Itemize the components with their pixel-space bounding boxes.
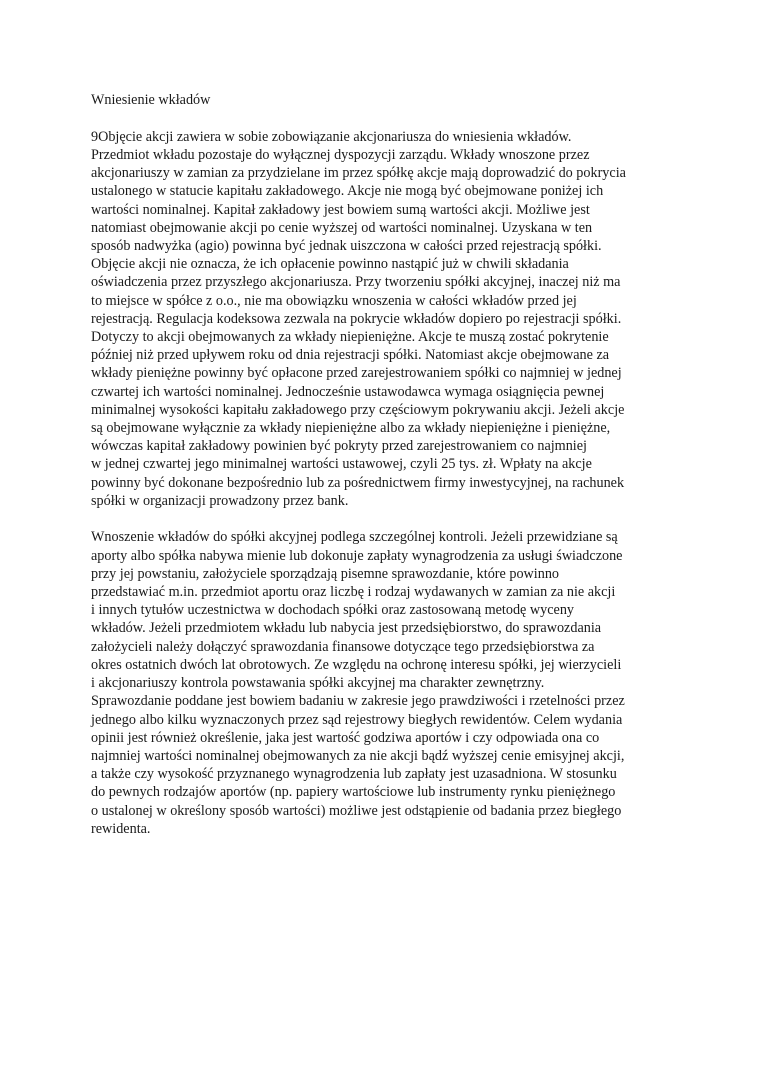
text-line: Wnoszenie wkładów do spółki akcyjnej podlega szczególnej kontroli. Jeżeli przewidziane są <box>91 529 618 546</box>
text-line: później niż przed upływem roku od dnia rejestracji spółki. Natomiast akcje obejmowane za <box>91 347 610 364</box>
text-line: w jednej czwartej jego minimalnej wartości ustawowej, czyli 25 tys. zł. Wpłaty na akcje <box>91 456 592 473</box>
text-line: czwartej ich wartości nominalnej. Jednocześnie ustawodawca wymaga osiągnięcia pewnej <box>91 383 605 400</box>
text-line: są obejmowane wyłącznie za wkłady niepieniężne albo za wkłady niepieniężne i pieniężne, <box>91 419 611 436</box>
text-line: ustalonego w statucie kapitału zakładowego. Akcje nie mogą być obejmowane poniżej ich <box>91 183 604 200</box>
text-line: aporty albo spółka nabywa mienie lub dokonuje zapłaty wynagrodzenia za usługi świadczone <box>91 547 623 564</box>
text-line: do pewnych rodzajów aportów (np. papiery wartościowe lub instrumenty rynku pieniężnego <box>91 784 616 801</box>
text-line: opinii jest również określenie, jaka jest wartość godziwa aportów i czy odpowiada ona co <box>91 729 600 746</box>
text-line: powinny być dokonane bezpośrednio lub za pośrednictwem firmy inwestycyjnej, na rachunek <box>91 474 625 491</box>
document-body <box>91 91 673 838</box>
text-line: a także czy wysokość przyznanego wynagrodzenia lub zapłaty jest uzasadniona. W stosunku <box>91 766 617 783</box>
text-line: 9Objęcie akcji zawiera w sobie zobowiązanie akcjonariusza do wniesienia wkładów. <box>91 128 572 145</box>
document-title: Wniesienie wkładów <box>91 92 211 108</box>
text-line: akcjonariuszy w zamian za przydzielane im przez spółkę akcje mają doprowadzić do pokrycia <box>91 165 626 182</box>
text-line: Przedmiot wkładu pozostaje do wyłącznej dyspozycji zarządu. Wkłady wnoszone przez <box>91 146 590 163</box>
text-line: wkładów. Jeżeli przedmiotem wkładu lub nabycia jest przedsiębiorstwo, do sprawozdania <box>91 620 602 637</box>
text-line: Objęcie akcji nie oznacza, że ich opłacenie powinno nastąpić już w chwili składania <box>91 256 569 273</box>
text-line: założycieli należy dołączyć sprawozdania finansowe dotyczące tego przedsiębiorstwa za <box>91 638 595 655</box>
text-line: przy jej powstaniu, założyciele sporządzają pisemne sprawozdanie, które powinno <box>91 565 560 582</box>
text-line: wkłady pieniężne powinny być opłacone przed zarejestrowaniem spółki co najmniej w jednej <box>91 365 622 382</box>
text-line: to miejsce w spółce z o.o., nie ma obowiązku wnoszenia w całości wkładów przed jej <box>91 292 577 309</box>
text-line: rejestracją. Regulacja kodeksowa zezwala na pokrycie wkładów dopiero po rejestracji spółki. <box>91 310 622 327</box>
text-line: okres ostatnich dwóch lat obrotowych. Ze względu na ochronę interesu spółki, jej wierzycieli <box>91 656 622 673</box>
paragraph-2 <box>91 528 673 837</box>
text-line: sposób nadwyżka (agio) powinna być jednak uiszczona w całości przed rejestracją spółki. <box>91 237 602 254</box>
text-line: oświadczenia przez przyszłego akcjonariusza. Przy tworzeniu spółki akcyjnej, inaczej niż ma <box>91 274 621 291</box>
text-line: rewidenta. <box>91 820 151 837</box>
text-line: najmniej wartości nominalnej obejmowanych za nie akcji bądź wyższej cenie emisyjnej akcji, <box>91 747 625 764</box>
text-line: wówczas kapitał zakładowy powinien być pokryty przed zarejestrowaniem co najmniej <box>91 438 587 455</box>
text-line: Sprawozdanie poddane jest bowiem badaniu w zakresie jego prawdziwości i rzetelności przez <box>91 693 625 710</box>
text-line: o ustalonej w określony sposób wartości) możliwe jest odstąpienie od badania przez biegłego <box>91 802 622 819</box>
text-line: Dotyczy to akcji obejmowanych za wkłady niepieniężne. Akcje te muszą zostać pokrytenie <box>91 328 609 345</box>
text-line: minimalnej wysokości kapitału zakładowego przy częściowym pokrywaniu akcji. Jeżeli akcje <box>91 401 625 418</box>
text-line: wartości nominalnej. Kapitał zakładowy jest bowiem sumą wartości akcji. Możliwe jest <box>91 201 590 218</box>
text-line: i innych tytułów uczestnictwa w dochodach spółki oraz zastosowaną metodę wyceny <box>91 602 575 619</box>
text-line: natomiast obejmowanie akcji po cenie wyższej od wartości nominalnej. Uzyskana w ten <box>91 219 593 236</box>
text-line: jednego albo kilku wyznaczonych przez sąd rejestrowy biegłych rewidentów. Celem wydania <box>91 711 623 728</box>
text-line: spółki w organizacji prowadzony przez bank. <box>91 492 349 509</box>
text-line: przedstawiać m.in. przedmiot aportu oraz liczbę i rodzaj wydawanych w zamian za nie akcji <box>91 584 616 601</box>
paragraph-1 <box>91 128 673 510</box>
text-line: i akcjonariuszy kontrola powstawania spółki akcyjnej ma charakter zewnętrzny. <box>91 675 545 692</box>
